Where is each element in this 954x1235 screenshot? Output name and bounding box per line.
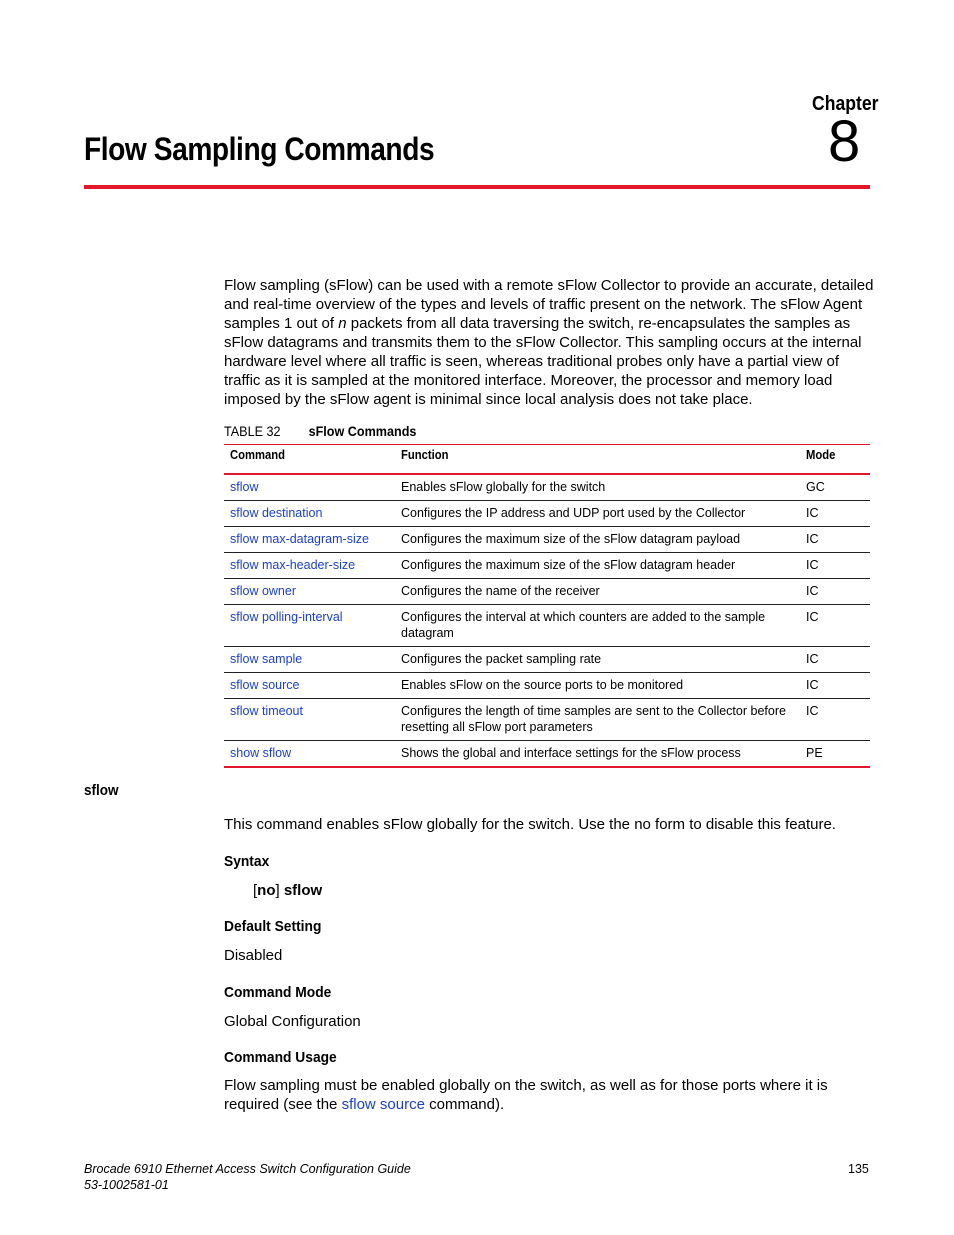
mode-cell: PE — [800, 741, 870, 768]
mode-cell: IC — [800, 579, 870, 605]
command-link-show-sflow[interactable]: show sflow — [230, 746, 292, 760]
table-row — [224, 699, 870, 741]
default-setting-value: Disabled — [224, 947, 283, 964]
default-setting-heading: Default Setting — [224, 918, 322, 935]
chapter-title: Flow Sampling Commands — [84, 131, 435, 167]
intro-text-1: Flow sampling (sFlow) can be used with a remote sFlow Collector to provide an accurate, detailed and real-time overview of the types and levels of traffic present on the network. The sFlow Agent samples 1 out of — [224, 277, 874, 332]
syntax-heading: Syntax — [224, 853, 270, 870]
command-link-sflow-owner[interactable]: sflow owner — [230, 584, 296, 598]
command-link-sflow-polling-interval[interactable]: sflow polling-interval — [230, 610, 343, 624]
sflow-description — [224, 815, 836, 834]
desc-text-2: form to disable this feature. — [650, 816, 836, 833]
command-link-sflow-max-datagram-size[interactable]: sflow max-datagram-size — [230, 532, 369, 546]
command-link-sflow-sample[interactable]: sflow sample — [230, 652, 303, 666]
chapter-label: Chapter — [812, 93, 879, 115]
mode-cell: IC — [800, 605, 870, 647]
function-cell: Configures the length of time samples are sent to the Collector before resetting all sFlow port parameters — [395, 699, 800, 741]
table-row — [224, 605, 870, 647]
syntax-line — [253, 881, 322, 900]
table-row — [224, 647, 870, 673]
command-link-sflow-destination[interactable]: sflow destination — [230, 506, 323, 520]
table-row — [224, 673, 870, 699]
header-command: Command — [224, 445, 395, 475]
function-cell: Enables sFlow on the source ports to be monitored — [395, 673, 800, 699]
function-cell: Configures the packet sampling rate — [395, 647, 800, 673]
table-row — [224, 501, 870, 527]
mode-cell: IC — [800, 527, 870, 553]
table-row — [224, 579, 870, 605]
command-usage-heading: Command Usage — [224, 1049, 337, 1066]
command-usage-text — [224, 1076, 844, 1114]
table-caption — [224, 423, 417, 439]
function-cell: Shows the global and interface settings for the sFlow process — [395, 741, 800, 768]
mode-cell: IC — [800, 647, 870, 673]
table-row — [224, 553, 870, 579]
syntax-bracket-close: ] — [275, 882, 284, 899]
syntax-no: no — [257, 882, 276, 899]
command-link-sflow[interactable]: sflow — [230, 480, 259, 494]
table-row — [224, 741, 870, 768]
command-mode-heading: Command Mode — [224, 984, 332, 1001]
function-cell: Configures the name of the receiver — [395, 579, 800, 605]
syntax-bracket-open: [ — [253, 882, 258, 899]
footer-page-number: 135 — [848, 1162, 869, 1176]
intro-italic-n: n — [338, 315, 347, 332]
syntax-command: sflow — [283, 882, 323, 899]
intro-paragraph — [224, 276, 874, 409]
sflow-source-link[interactable]: sflow source — [341, 1096, 425, 1113]
command-link-sflow-timeout[interactable]: sflow timeout — [230, 704, 303, 718]
desc-no-keyword: no — [634, 816, 651, 833]
command-link-sflow-max-header-size[interactable]: sflow max-header-size — [230, 558, 356, 572]
table-header-row — [224, 445, 870, 475]
command-link-sflow-source[interactable]: sflow source — [230, 678, 300, 692]
footer-guide-title: Brocade 6910 Ethernet Access Switch Configuration Guide — [84, 1162, 411, 1176]
header-mode: Mode — [800, 445, 870, 475]
sflow-command-heading: sflow — [84, 782, 119, 799]
table-row — [224, 474, 870, 501]
mode-cell: IC — [800, 673, 870, 699]
function-cell: Configures the maximum size of the sFlow datagram header — [395, 553, 800, 579]
function-cell: Configures the maximum size of the sFlow datagram payload — [395, 527, 800, 553]
intro-text-2: packets from all data traversing the switch, re-encapsulates the samples as sFlow datagrams and transmits them to the sFlow Collector. This sampling occurs at the internal hardware level where all traffic is seen, whereas traditional probes only have a partial view of traffic as it is sampled at the monitored interface. Moreover, the processor and memory load imposed by the sFlow agent is minimal since local analysis does not take place. — [224, 315, 862, 408]
sflow-commands-table — [224, 444, 870, 768]
footer-doc-number: 53-1002581-01 — [84, 1178, 169, 1192]
usage-text-1: Flow sampling must be enabled globally on the switch, as well as for those ports where it is required (see the — [224, 1077, 828, 1113]
function-cell: Enables sFlow globally for the switch — [395, 474, 800, 501]
table-row — [224, 527, 870, 553]
function-cell: Configures the IP address and UDP port used by the Collector — [395, 501, 800, 527]
table-caption-title: sFlow Commands — [308, 423, 417, 439]
title-rule — [84, 185, 870, 189]
command-mode-value: Global Configuration — [224, 1013, 361, 1030]
mode-cell: IC — [800, 501, 870, 527]
header-function: Function — [395, 445, 800, 475]
chapter-number: 8 — [828, 109, 861, 174]
mode-cell: IC — [800, 699, 870, 741]
mode-cell: IC — [800, 553, 870, 579]
table-caption-number: TABLE 32 — [224, 423, 281, 439]
usage-text-2: command). — [424, 1096, 505, 1113]
desc-text-1: This command enables sFlow globally for the switch. Use the — [224, 816, 635, 833]
mode-cell: GC — [800, 474, 870, 501]
function-cell: Configures the interval at which counters are added to the sample datagram — [395, 605, 800, 647]
